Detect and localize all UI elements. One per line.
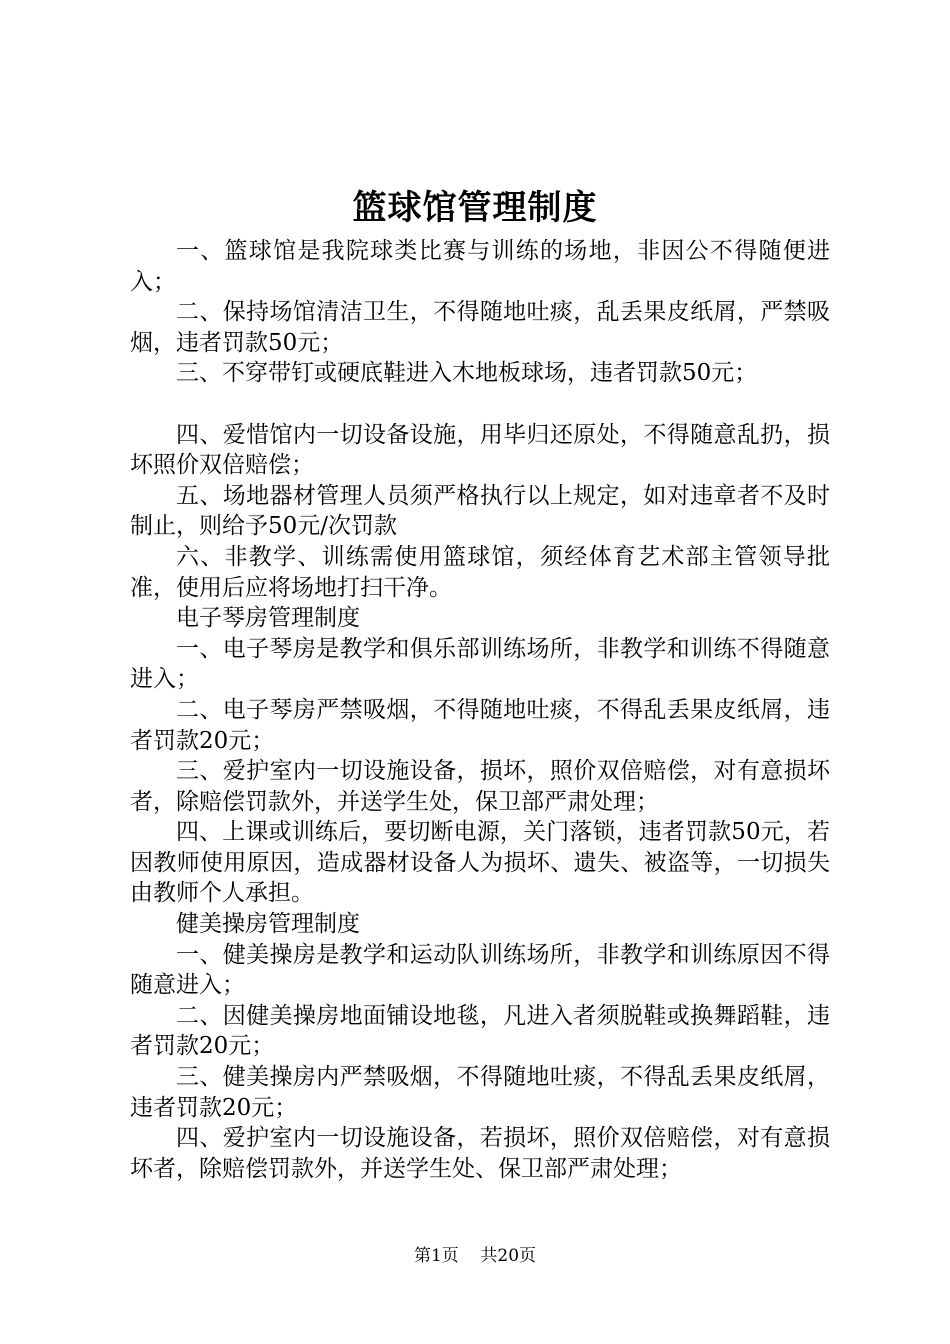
page-number: 第1页 [413, 1246, 459, 1266]
paragraph: 五、场地器材管理人员须严格执行以上规定，如对违章者不及时制止，则给予50元/次罚款 [130, 482, 830, 540]
page-separator [464, 1246, 475, 1266]
page-total: 共20页 [480, 1246, 537, 1266]
section-heading: 电子琴房管理制度 [176, 605, 360, 632]
paragraph: 一、电子琴房是教学和俱乐部训练场所，非教学和训练不得随意进入； [130, 635, 830, 693]
paragraph: 二、电子琴房严禁吸烟，不得随地吐痰，不得乱丢果皮纸屑，违者罚款20元； [130, 696, 830, 754]
document-title: 篮球馆管理制度 [352, 188, 598, 228]
page-footer [0, 1245, 950, 1267]
paragraph: 四、爱惜馆内一切设备设施，用毕归还原处，不得随意乱扔，损坏照价双倍赔偿； [130, 421, 830, 479]
paragraph: 四、上课或训练后，要切断电源，关门落锁，违者罚款50元，若因教师使用原因，造成器材设备人为损坏、遗失、被盗等，一切损失由教师个人承担。 [130, 819, 830, 907]
paragraph: 三、爱护室内一切设施设备，损坏，照价双倍赔偿，对有意损坏者，除赔偿罚款外，并送学生处，保卫部严肃处理； [130, 758, 830, 815]
paragraph: 三、健美操房内严禁吸烟，不得随地吐痰，不得乱丢果皮纸屑，违者罚款20元； [130, 1064, 830, 1121]
paragraph: 四、爱护室内一切设施设备，若损坏，照价双倍赔偿，对有意损坏者，除赔偿罚款外，并送学生处、保卫部严肃处理； [130, 1125, 830, 1182]
blank-line [130, 389, 830, 420]
document-body [130, 236, 830, 1184]
paragraph: 二、保持场馆清洁卫生，不得随地吐痰，乱丢果皮纸屑，严禁吸烟，违者罚款50元； [130, 299, 830, 356]
paragraph: 一、健美操房是教学和运动队训练场所，非教学和训练原因不得随意进入； [130, 941, 830, 999]
paragraph: 三、不穿带钉或硬底鞋进入木地板球场，违者罚款50元； [176, 360, 758, 387]
section-heading: 健美操房管理制度 [176, 911, 360, 938]
paragraph: 一、篮球馆是我院球类比赛与训练的场地，非因公不得随便进入； [130, 238, 830, 295]
paragraph: 二、因健美操房地面铺设地毯，凡进入者须脱鞋或换舞蹈鞋，违者罚款20元； [130, 1002, 830, 1060]
paragraph: 六、非教学、训练需使用篮球馆，须经体育艺术部主管领导批准，使用后应将场地打扫干净。 [130, 543, 830, 601]
